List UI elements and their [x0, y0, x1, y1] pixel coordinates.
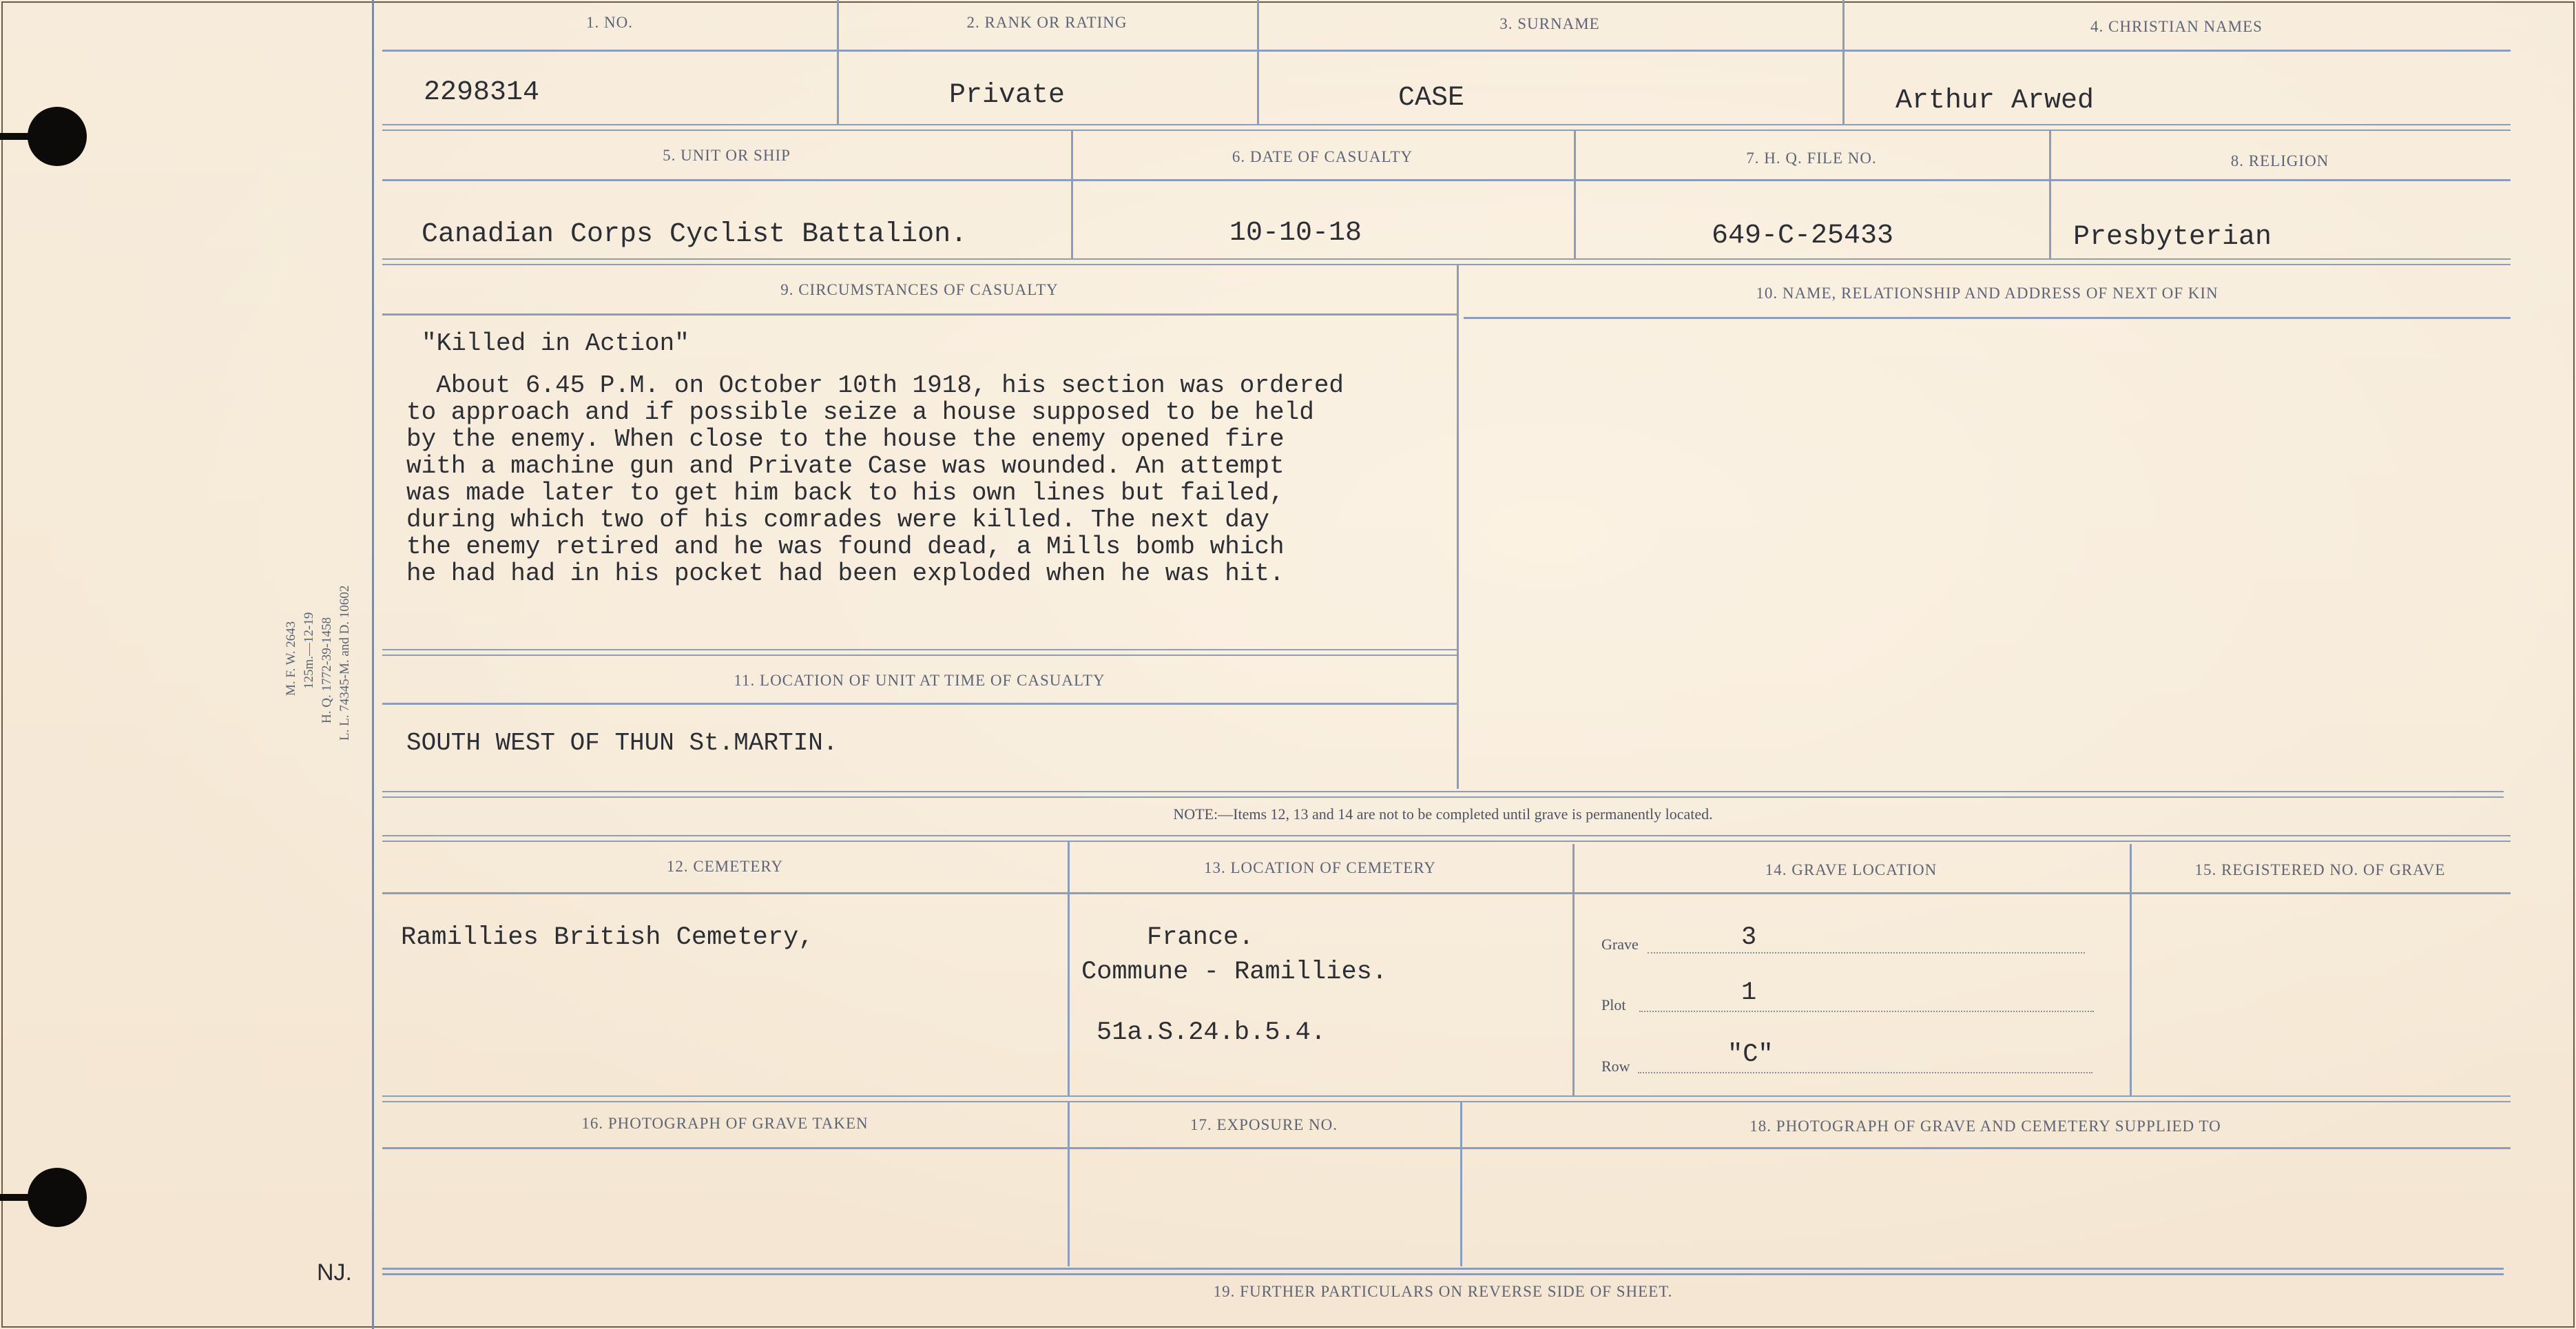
value-location-of-unit: SOUTH WEST OF THUN St.MARTIN.	[406, 729, 838, 757]
row2-div-3	[2049, 131, 2051, 258]
value-cemetery-country: France.	[1147, 923, 1254, 952]
form-code-1: M. F. W. 2643	[284, 621, 298, 696]
row5-label-rule	[382, 892, 2511, 894]
binder-hole-top-stem	[0, 133, 41, 140]
label-photograph-taken: 16. PHOTOGRAPH OF GRAVE TAKEN	[581, 1115, 869, 1132]
row3-center-div	[1457, 265, 1459, 789]
row-label: Row	[1601, 1058, 1630, 1075]
label-location-of-unit: 11. LOCATION OF UNIT AT TIME OF CASUALTY	[734, 672, 1105, 689]
value-cemetery-map-ref: 51a.S.24.b.5.4.	[1097, 1018, 1327, 1047]
form-left-rule	[372, 0, 374, 1329]
circumstances-line-1: About 6.45 P.M. on October 10th 1918, his section was ordered	[406, 371, 1344, 400]
footer-rule-2	[382, 1273, 2504, 1275]
value-christian-names: Arthur Arwed	[1895, 85, 2095, 116]
label-surname: 3. SURNAME	[1499, 15, 1600, 32]
value-cemetery: Ramillies British Cemetery,	[401, 923, 814, 952]
circumstances-line-2: to approach and if possible seize a house supposed to be held	[406, 398, 1314, 426]
row-dotted-line	[1638, 1072, 2092, 1073]
row5-div-2	[1572, 844, 1575, 1095]
row3-label-rule-right	[1464, 317, 2511, 319]
value-plot: 1	[1741, 978, 1757, 1007]
grave-label: Grave	[1601, 936, 1639, 953]
row4-label-rule	[382, 703, 1457, 705]
note-top-rule	[382, 791, 2504, 792]
circumstances-line-6: during which two of his comrades were killed. The next day	[406, 506, 1270, 534]
label-rank: 2. RANK OR RATING	[966, 14, 1128, 31]
plot-dotted-line	[1639, 1011, 2094, 1012]
footer-rule-1	[382, 1268, 2504, 1270]
note-bottom-rule	[382, 835, 2511, 836]
row3-label-rule-left	[382, 313, 1457, 316]
value-hq-file: 649-C-25433	[1712, 220, 1894, 251]
binder-hole-bottom-stem	[0, 1194, 41, 1201]
value-number: 2298314	[424, 77, 540, 108]
label-date-of-casualty: 6. DATE OF CASUALTY	[1232, 148, 1413, 165]
form-code-3: H. Q. 1772-39-1458	[320, 617, 334, 723]
form-code-2: 125m.—12-19	[302, 612, 316, 689]
value-cemetery-commune: Commune - Ramillies.	[1081, 958, 1388, 987]
grave-dotted-line	[1648, 952, 2085, 954]
label-next-of-kin: 10. NAME, RELATIONSHIP AND ADDRESS OF NEXT OF KIN	[1756, 285, 2219, 302]
form-code-4: L. L. 74345-M. and D. 10602	[337, 585, 352, 741]
circumstances-line-8: he had had in his pocket had been exploded when he was hit.	[406, 559, 1285, 588]
circumstances-line-4: with a machine gun and Private Case was wounded. An attempt	[406, 452, 1285, 480]
value-grave: 3	[1741, 923, 1757, 952]
value-rank: Private	[949, 80, 1066, 111]
row4-top-rule	[382, 649, 1457, 650]
circumstances-heading: "Killed in Action"	[422, 329, 689, 358]
row2-bottom-rule	[382, 258, 2511, 260]
row6-label-rule	[382, 1147, 2511, 1149]
label-further-particulars: 19. FURTHER PARTICULARS ON REVERSE SIDE OF SHEET.	[1213, 1283, 1673, 1300]
row2-label-rule	[382, 179, 2511, 181]
label-cemetery: 12. CEMETERY	[666, 858, 784, 875]
label-exposure-no: 17. EXPOSURE NO.	[1190, 1116, 1338, 1133]
label-registered-no: 15. REGISTERED NO. OF GRAVE	[2194, 861, 2446, 878]
label-circumstances: 9. CIRCUMSTANCES OF CASUALTY	[780, 281, 1059, 298]
label-unit: 5. UNIT OR SHIP	[663, 147, 791, 164]
label-christian-names: 4. CHRISTIAN NAMES	[2090, 18, 2263, 35]
value-row: "C"	[1727, 1040, 1774, 1069]
value-surname: CASE	[1398, 83, 1465, 114]
row6-top-rule	[382, 1095, 2511, 1097]
circumstances-line-3: by the enemy. When close to the house the enemy opened fire	[406, 425, 1285, 453]
label-hq-file: 7. H. Q. FILE NO.	[1746, 150, 1877, 167]
plot-label: Plot	[1601, 996, 1626, 1013]
label-grave-location: 14. GRAVE LOCATION	[1765, 861, 1938, 878]
value-date-of-casualty: 10-10-18	[1229, 218, 1362, 249]
row5-div-1	[1068, 841, 1070, 1095]
row1-label-rule	[382, 50, 2511, 52]
value-unit: Canadian Corps Cyclist Battalion.	[422, 219, 968, 250]
value-religion: Presbyterian	[2073, 222, 2272, 253]
row5-div-3	[2130, 844, 2132, 1095]
label-location-of-cemetery: 13. LOCATION OF CEMETERY	[1203, 859, 1437, 876]
note-text: NOTE:—Items 12, 13 and 14 are not to be completed until grave is permanently located.	[1173, 805, 1713, 823]
row1-bottom-rule	[382, 124, 2511, 125]
label-photograph-supplied: 18. PHOTOGRAPH OF GRAVE AND CEMETERY SUPPLIED TO	[1749, 1117, 2221, 1135]
label-religion: 8. RELIGION	[2230, 152, 2329, 169]
clerk-initials: NJ.	[317, 1259, 352, 1286]
circumstances-line-7: the enemy retired and he was found dead, a Mills bomb which	[406, 533, 1285, 561]
circumstances-line-5: was made later to get him back to his own lines but failed,	[406, 479, 1285, 507]
label-number: 1. NO.	[586, 14, 633, 31]
